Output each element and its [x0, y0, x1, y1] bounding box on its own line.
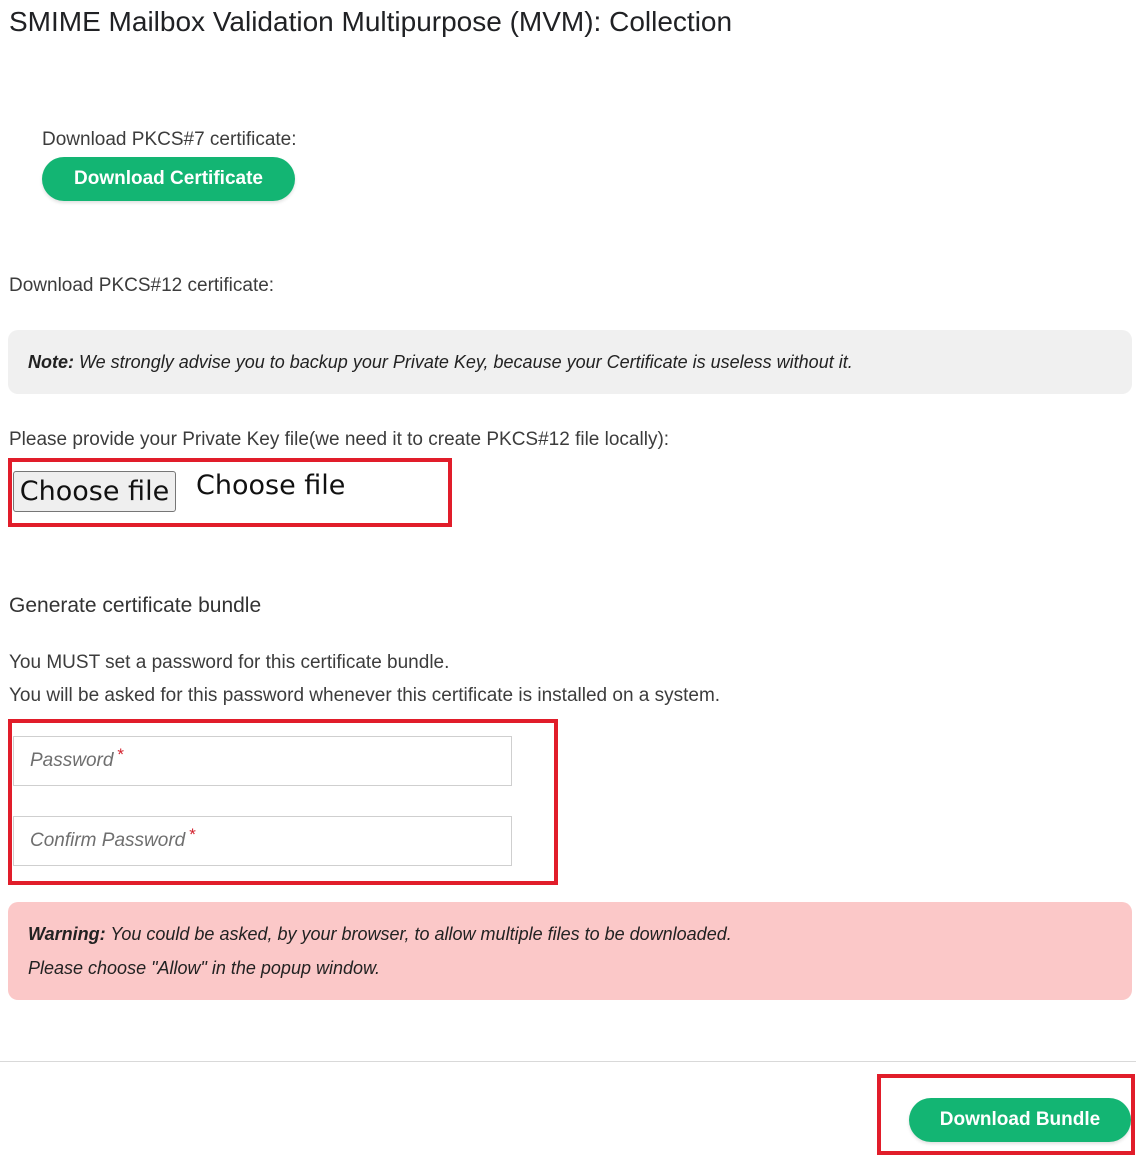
required-mark: *: [117, 745, 125, 764]
bundle-info-line-2: You will be asked for this password whenever this certificate is installed on a system.: [9, 685, 721, 706]
note-text: [28, 352, 853, 373]
private-key-label: Please provide your Private Key file(we need it to create PKCS#12 file locally):: [9, 429, 670, 450]
password-placeholder-text: Password: [30, 750, 114, 771]
confirm-placeholder-text: Confirm Password: [30, 830, 186, 851]
highlight-frame-file: [8, 458, 452, 527]
warning-line-1: [28, 924, 732, 945]
footer-divider: [0, 1061, 1136, 1062]
warning-line-2: Please choose "Allow" in the popup window.: [28, 958, 381, 978]
required-mark: *: [189, 825, 196, 844]
page-title: SMIME Mailbox Validation Multipurpose (MVM): Collection: [9, 6, 733, 37]
highlight-frame-passwords: [8, 719, 558, 885]
note-body: We strongly advise you to backup your Private Key, because your Certificate is useless without it.: [74, 352, 853, 372]
download-certificate-button[interactable]: Download Certificate: [42, 157, 295, 201]
pkcs12-label: Download PKCS#12 certificate:: [9, 275, 275, 296]
highlight-frame-download-bundle: [877, 1074, 1135, 1155]
note-prefix: Note:: [28, 352, 74, 372]
choose-file-button[interactable]: Choose file: [13, 471, 176, 512]
warning-line-1-text: You could be asked, by your browser, to allow multiple files to be downloaded.: [105, 924, 732, 944]
note-box: [8, 330, 1132, 394]
file-status-text: Choose file: [196, 470, 346, 501]
warning-prefix: Warning:: [28, 924, 106, 944]
pkcs7-label: Download PKCS#7 certificate:: [42, 129, 297, 150]
bundle-heading: Generate certificate bundle: [9, 594, 262, 617]
warning-box: [8, 902, 1132, 1000]
bundle-info-line-1: You MUST set a password for this certificate bundle.: [9, 652, 450, 673]
download-bundle-button[interactable]: Download Bundle: [909, 1098, 1131, 1142]
